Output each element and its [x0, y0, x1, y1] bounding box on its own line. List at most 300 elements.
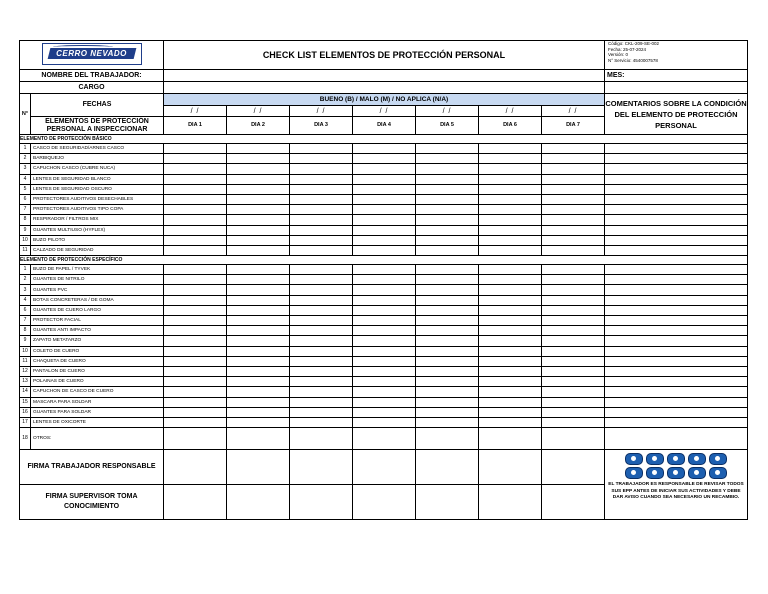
table-row — [20, 377, 748, 387]
comment-cell[interactable] — [605, 164, 748, 174]
check-cell-day-3[interactable] — [290, 397, 353, 407]
check-cell-day-7[interactable] — [542, 194, 605, 204]
check-cell-day-2[interactable] — [227, 164, 290, 174]
check-cell-day-4[interactable] — [353, 144, 416, 154]
check-cell-day-2[interactable] — [227, 326, 290, 336]
coverall-icon — [688, 467, 706, 479]
supervisor-signature-day-5[interactable] — [416, 485, 479, 520]
check-cell-day-3[interactable] — [290, 346, 353, 356]
item-name: GUANTES MULTIUSO (HYFLEX) — [31, 225, 164, 235]
check-cell-day-1[interactable] — [164, 235, 227, 245]
check-cell-day-1[interactable] — [164, 174, 227, 184]
item-number: 4 — [20, 174, 31, 184]
check-cell-day-3[interactable] — [290, 428, 353, 450]
check-cell-day-2[interactable] — [227, 417, 290, 427]
comment-cell[interactable] — [605, 407, 748, 417]
check-cell-day-1[interactable] — [164, 387, 227, 397]
table-row — [20, 295, 748, 305]
check-cell-day-7[interactable] — [542, 356, 605, 366]
check-cell-day-4[interactable] — [353, 346, 416, 356]
check-cell-day-7[interactable] — [542, 407, 605, 417]
check-cell-day-5[interactable] — [416, 285, 479, 295]
check-cell-day-4[interactable] — [353, 397, 416, 407]
check-cell-day-7[interactable] — [542, 275, 605, 285]
check-cell-day-1[interactable] — [164, 275, 227, 285]
check-cell-day-3[interactable] — [290, 265, 353, 275]
check-cell-day-7[interactable] — [542, 225, 605, 235]
comment-cell[interactable] — [605, 305, 748, 315]
check-cell-day-2[interactable] — [227, 428, 290, 450]
check-cell-day-4[interactable] — [353, 377, 416, 387]
check-cell-day-7[interactable] — [542, 428, 605, 450]
check-cell-day-5[interactable] — [416, 225, 479, 235]
item-name: CALZADO DE SEGURIDAD — [31, 245, 164, 255]
check-cell-day-5[interactable] — [416, 164, 479, 174]
supervisor-signature-day-1[interactable] — [164, 485, 227, 520]
check-cell-day-1[interactable] — [164, 265, 227, 275]
check-cell-day-3[interactable] — [290, 164, 353, 174]
check-cell-day-6[interactable] — [479, 245, 542, 255]
check-cell-day-3[interactable] — [290, 407, 353, 417]
check-cell-day-6[interactable] — [479, 316, 542, 326]
worker-signature-day-3[interactable] — [290, 450, 353, 485]
item-name: BOTAS CONCRETERAS / DE GOMA — [31, 295, 164, 305]
section-title: ELEMENTO DE PROTECCIÓN BÁSICO — [20, 135, 748, 144]
check-cell-day-4[interactable] — [353, 326, 416, 336]
check-cell-day-6[interactable] — [479, 295, 542, 305]
check-cell-day-6[interactable] — [479, 144, 542, 154]
check-cell-day-5[interactable] — [416, 245, 479, 255]
check-cell-day-7[interactable] — [542, 366, 605, 376]
logo-cell — [20, 41, 164, 70]
check-cell-day-2[interactable] — [227, 295, 290, 305]
table-row — [20, 154, 748, 164]
worker-signature-day-1[interactable] — [164, 450, 227, 485]
check-cell-day-2[interactable] — [227, 215, 290, 225]
table-row — [20, 164, 748, 174]
check-cell-day-3[interactable] — [290, 205, 353, 215]
check-cell-day-2[interactable] — [227, 356, 290, 366]
position-field[interactable] — [164, 82, 605, 94]
check-cell-day-1[interactable] — [164, 205, 227, 215]
check-cell-day-4[interactable] — [353, 417, 416, 427]
check-cell-day-5[interactable] — [416, 366, 479, 376]
check-cell-day-1[interactable] — [164, 305, 227, 315]
section-title: ELEMENTO DE PROTECCIÓN ESPECÍFICO — [20, 256, 748, 265]
check-cell-day-2[interactable] — [227, 265, 290, 275]
check-cell-day-4[interactable] — [353, 285, 416, 295]
item-number: 4 — [20, 295, 31, 305]
check-cell-day-3[interactable] — [290, 356, 353, 366]
position-extra-field[interactable] — [605, 82, 748, 94]
date-field-3[interactable]: / / — [290, 106, 353, 117]
check-cell-day-6[interactable] — [479, 428, 542, 450]
check-cell-day-3[interactable] — [290, 275, 353, 285]
check-cell-day-2[interactable] — [227, 285, 290, 295]
item-name: PROTECTORES AUDITIVOS DESECHABLES — [31, 194, 164, 204]
check-cell-day-4[interactable] — [353, 174, 416, 184]
check-cell-day-1[interactable] — [164, 397, 227, 407]
check-cell-day-1[interactable] — [164, 245, 227, 255]
check-cell-day-6[interactable] — [479, 356, 542, 366]
day-header-1: DIA 1 — [164, 117, 227, 135]
check-cell-day-6[interactable] — [479, 346, 542, 356]
check-cell-day-7[interactable] — [542, 336, 605, 346]
check-cell-day-5[interactable] — [416, 215, 479, 225]
check-cell-day-6[interactable] — [479, 336, 542, 346]
check-cell-day-3[interactable] — [290, 235, 353, 245]
check-cell-day-7[interactable] — [542, 184, 605, 194]
comment-cell[interactable] — [605, 194, 748, 204]
worker-signature-label: FIRMA TRABAJADOR RESPONSABLE — [20, 450, 164, 485]
worker-name-field[interactable] — [164, 70, 605, 82]
check-cell-day-3[interactable] — [290, 305, 353, 315]
check-cell-day-1[interactable] — [164, 417, 227, 427]
comment-cell[interactable] — [605, 397, 748, 407]
comment-cell[interactable] — [605, 144, 748, 154]
check-cell-day-3[interactable] — [290, 316, 353, 326]
check-cell-day-4[interactable] — [353, 215, 416, 225]
check-cell-day-3[interactable] — [290, 377, 353, 387]
check-cell-day-7[interactable] — [542, 387, 605, 397]
check-cell-day-2[interactable] — [227, 174, 290, 184]
item-name: OTROS: — [31, 428, 164, 450]
comment-cell[interactable] — [605, 215, 748, 225]
check-cell-day-7[interactable] — [542, 245, 605, 255]
check-cell-day-1[interactable] — [164, 215, 227, 225]
comment-cell[interactable] — [605, 326, 748, 336]
check-cell-day-1[interactable] — [164, 295, 227, 305]
check-cell-day-4[interactable] — [353, 336, 416, 346]
check-cell-day-5[interactable] — [416, 407, 479, 417]
check-cell-day-7[interactable] — [542, 316, 605, 326]
check-cell-day-4[interactable] — [353, 275, 416, 285]
check-cell-day-1[interactable] — [164, 225, 227, 235]
comment-cell[interactable] — [605, 275, 748, 285]
check-cell-day-5[interactable] — [416, 428, 479, 450]
check-cell-day-7[interactable] — [542, 215, 605, 225]
worker-signature-day-4[interactable] — [353, 450, 416, 485]
check-cell-day-5[interactable] — [416, 356, 479, 366]
comment-cell[interactable] — [605, 417, 748, 427]
comment-cell[interactable] — [605, 225, 748, 235]
checklist-sheet — [19, 40, 747, 550]
item-number: 6 — [20, 305, 31, 315]
check-cell-day-6[interactable] — [479, 397, 542, 407]
comment-cell[interactable] — [605, 316, 748, 326]
check-cell-day-7[interactable] — [542, 346, 605, 356]
check-cell-day-6[interactable] — [479, 265, 542, 275]
check-cell-day-1[interactable] — [164, 285, 227, 295]
comment-cell[interactable] — [605, 154, 748, 164]
date-field-5[interactable]: / / — [416, 106, 479, 117]
supervisor-signature-day-7[interactable] — [542, 485, 605, 520]
item-name: GUANTES PVC — [31, 285, 164, 295]
item-number: 15 — [20, 397, 31, 407]
signature-row-worker — [20, 450, 748, 485]
check-cell-day-4[interactable] — [353, 265, 416, 275]
check-cell-day-4[interactable] — [353, 366, 416, 376]
check-cell-day-2[interactable] — [227, 316, 290, 326]
check-cell-day-5[interactable] — [416, 154, 479, 164]
check-cell-day-2[interactable] — [227, 397, 290, 407]
check-cell-day-1[interactable] — [164, 144, 227, 154]
check-cell-day-6[interactable] — [479, 285, 542, 295]
check-cell-day-2[interactable] — [227, 245, 290, 255]
check-cell-day-4[interactable] — [353, 184, 416, 194]
check-cell-day-5[interactable] — [416, 295, 479, 305]
comment-cell[interactable] — [605, 366, 748, 376]
check-cell-day-3[interactable] — [290, 184, 353, 194]
comment-cell[interactable] — [605, 336, 748, 346]
check-cell-day-4[interactable] — [353, 295, 416, 305]
comment-cell[interactable] — [605, 346, 748, 356]
check-cell-day-1[interactable] — [164, 366, 227, 376]
check-cell-day-7[interactable] — [542, 164, 605, 174]
check-cell-day-1[interactable] — [164, 194, 227, 204]
comment-cell[interactable] — [605, 387, 748, 397]
date-field-7[interactable]: / / — [542, 106, 605, 117]
item-number: 5 — [20, 184, 31, 194]
month-field[interactable]: MES: — [605, 70, 748, 82]
check-cell-day-6[interactable] — [479, 377, 542, 387]
check-cell-day-7[interactable] — [542, 235, 605, 245]
worker-signature-day-5[interactable] — [416, 450, 479, 485]
item-number: 12 — [20, 366, 31, 376]
check-cell-day-5[interactable] — [416, 326, 479, 336]
check-cell-day-4[interactable] — [353, 316, 416, 326]
check-cell-day-2[interactable] — [227, 346, 290, 356]
check-cell-day-4[interactable] — [353, 194, 416, 204]
check-cell-day-6[interactable] — [479, 194, 542, 204]
check-cell-day-7[interactable] — [542, 285, 605, 295]
day-header-3: DIA 3 — [290, 117, 353, 135]
check-cell-day-6[interactable] — [479, 366, 542, 376]
check-cell-day-2[interactable] — [227, 184, 290, 194]
check-cell-day-3[interactable] — [290, 215, 353, 225]
date-field-1[interactable]: / / — [164, 106, 227, 117]
check-cell-day-4[interactable] — [353, 245, 416, 255]
check-cell-day-1[interactable] — [164, 164, 227, 174]
item-number: 9 — [20, 336, 31, 346]
check-cell-day-4[interactable] — [353, 428, 416, 450]
check-cell-day-3[interactable] — [290, 285, 353, 295]
check-cell-day-3[interactable] — [290, 245, 353, 255]
check-cell-day-5[interactable] — [416, 387, 479, 397]
check-cell-day-4[interactable] — [353, 235, 416, 245]
check-cell-day-2[interactable] — [227, 407, 290, 417]
check-cell-day-2[interactable] — [227, 205, 290, 215]
item-number: 13 — [20, 377, 31, 387]
code-line: Código: CKL-209-SE-002 — [608, 41, 660, 46]
check-cell-day-1[interactable] — [164, 377, 227, 387]
check-cell-day-7[interactable] — [542, 326, 605, 336]
comment-cell[interactable] — [605, 428, 748, 450]
check-cell-day-6[interactable] — [479, 205, 542, 215]
check-cell-day-7[interactable] — [542, 174, 605, 184]
check-cell-day-5[interactable] — [416, 275, 479, 285]
check-cell-day-6[interactable] — [479, 387, 542, 397]
check-cell-day-5[interactable] — [416, 265, 479, 275]
check-cell-day-3[interactable] — [290, 366, 353, 376]
supervisor-signature-day-2[interactable] — [227, 485, 290, 520]
check-cell-day-7[interactable] — [542, 377, 605, 387]
check-cell-day-3[interactable] — [290, 174, 353, 184]
check-cell-day-3[interactable] — [290, 295, 353, 305]
check-cell-day-1[interactable] — [164, 356, 227, 366]
supervisor-signature-day-3[interactable] — [290, 485, 353, 520]
item-number: 1 — [20, 144, 31, 154]
check-cell-day-4[interactable] — [353, 356, 416, 366]
check-cell-day-2[interactable] — [227, 194, 290, 204]
comment-cell[interactable] — [605, 174, 748, 184]
check-cell-day-1[interactable] — [164, 428, 227, 450]
check-cell-day-5[interactable] — [416, 144, 479, 154]
check-cell-day-2[interactable] — [227, 235, 290, 245]
table-row — [20, 285, 748, 295]
comment-cell[interactable] — [605, 295, 748, 305]
table-row — [20, 397, 748, 407]
comment-cell[interactable] — [605, 356, 748, 366]
check-cell-day-4[interactable] — [353, 387, 416, 397]
item-number: 7 — [20, 205, 31, 215]
check-cell-day-7[interactable] — [542, 295, 605, 305]
item-name: PANTALON DE CUERO — [31, 366, 164, 376]
table-row — [20, 346, 748, 356]
check-cell-day-2[interactable] — [227, 305, 290, 315]
check-cell-day-5[interactable] — [416, 417, 479, 427]
check-cell-day-3[interactable] — [290, 144, 353, 154]
check-cell-day-1[interactable] — [164, 407, 227, 417]
check-cell-day-5[interactable] — [416, 235, 479, 245]
check-cell-day-4[interactable] — [353, 407, 416, 417]
check-cell-day-2[interactable] — [227, 377, 290, 387]
item-name: CAPUCHON CASCO (CUBRE NUCA) — [31, 164, 164, 174]
check-cell-day-7[interactable] — [542, 305, 605, 315]
comment-cell[interactable] — [605, 245, 748, 255]
check-cell-day-2[interactable] — [227, 225, 290, 235]
check-cell-day-2[interactable] — [227, 144, 290, 154]
document-codes — [605, 41, 748, 70]
check-cell-day-4[interactable] — [353, 164, 416, 174]
check-cell-day-6[interactable] — [479, 164, 542, 174]
check-cell-day-6[interactable] — [479, 184, 542, 194]
check-cell-day-6[interactable] — [479, 215, 542, 225]
check-cell-day-1[interactable] — [164, 316, 227, 326]
comment-cell[interactable] — [605, 265, 748, 275]
check-cell-day-1[interactable] — [164, 346, 227, 356]
check-cell-day-5[interactable] — [416, 305, 479, 315]
check-cell-day-3[interactable] — [290, 417, 353, 427]
supervisor-signature-day-4[interactable] — [353, 485, 416, 520]
check-cell-day-7[interactable] — [542, 205, 605, 215]
check-cell-day-6[interactable] — [479, 305, 542, 315]
check-cell-day-4[interactable] — [353, 225, 416, 235]
comment-cell[interactable] — [605, 184, 748, 194]
check-cell-day-6[interactable] — [479, 154, 542, 164]
check-cell-day-1[interactable] — [164, 184, 227, 194]
date-field-6[interactable]: / / — [479, 106, 542, 117]
check-cell-day-6[interactable] — [479, 225, 542, 235]
item-number: 2 — [20, 154, 31, 164]
check-cell-day-5[interactable] — [416, 336, 479, 346]
item-number: 7 — [20, 316, 31, 326]
boots-icon — [646, 467, 664, 479]
check-cell-day-1[interactable] — [164, 326, 227, 336]
check-cell-day-2[interactable] — [227, 387, 290, 397]
item-number: 8 — [20, 326, 31, 336]
comment-cell[interactable] — [605, 205, 748, 215]
item-number: 11 — [20, 356, 31, 366]
check-cell-day-6[interactable] — [479, 275, 542, 285]
check-cell-day-2[interactable] — [227, 336, 290, 346]
check-cell-day-6[interactable] — [479, 174, 542, 184]
date-field-4[interactable]: / / — [353, 106, 416, 117]
item-name: GUANTES DE CUERO LARGO — [31, 305, 164, 315]
table-row — [20, 407, 748, 417]
check-cell-day-6[interactable] — [479, 417, 542, 427]
check-cell-day-3[interactable] — [290, 387, 353, 397]
check-cell-day-2[interactable] — [227, 366, 290, 376]
item-number: 6 — [20, 194, 31, 204]
check-cell-day-5[interactable] — [416, 184, 479, 194]
table-row — [20, 205, 748, 215]
check-cell-day-2[interactable] — [227, 154, 290, 164]
check-cell-day-2[interactable] — [227, 275, 290, 285]
check-cell-day-3[interactable] — [290, 326, 353, 336]
table-row — [20, 336, 748, 346]
check-cell-day-4[interactable] — [353, 205, 416, 215]
check-cell-day-3[interactable] — [290, 225, 353, 235]
comment-cell[interactable] — [605, 285, 748, 295]
check-cell-day-6[interactable] — [479, 407, 542, 417]
check-cell-day-4[interactable] — [353, 154, 416, 164]
check-cell-day-6[interactable] — [479, 326, 542, 336]
check-cell-day-4[interactable] — [353, 305, 416, 315]
worker-signature-day-7[interactable] — [542, 450, 605, 485]
check-cell-day-5[interactable] — [416, 205, 479, 215]
check-cell-day-7[interactable] — [542, 397, 605, 407]
check-cell-day-7[interactable] — [542, 144, 605, 154]
check-cell-day-1[interactable] — [164, 154, 227, 164]
check-cell-day-3[interactable] — [290, 336, 353, 346]
date-field-2[interactable]: / / — [227, 106, 290, 117]
check-cell-day-3[interactable] — [290, 194, 353, 204]
day-header-2: DIA 2 — [227, 117, 290, 135]
check-cell-day-7[interactable] — [542, 417, 605, 427]
check-cell-day-5[interactable] — [416, 346, 479, 356]
check-cell-day-7[interactable] — [542, 265, 605, 275]
check-cell-day-3[interactable] — [290, 154, 353, 164]
check-cell-day-5[interactable] — [416, 194, 479, 204]
worker-signature-day-6[interactable] — [479, 450, 542, 485]
table-row — [20, 316, 748, 326]
comment-cell[interactable] — [605, 377, 748, 387]
supervisor-signature-day-6[interactable] — [479, 485, 542, 520]
check-cell-day-5[interactable] — [416, 316, 479, 326]
check-cell-day-5[interactable] — [416, 377, 479, 387]
check-cell-day-5[interactable] — [416, 174, 479, 184]
page-title: CHECK LIST ELEMENTOS DE PROTECCIÓN PERSONAL — [164, 41, 605, 70]
check-cell-day-1[interactable] — [164, 336, 227, 346]
check-cell-day-7[interactable] — [542, 154, 605, 164]
worker-signature-day-2[interactable] — [227, 450, 290, 485]
check-cell-day-5[interactable] — [416, 397, 479, 407]
legend-header: BUENO (B) / MALO (M) / NO APLICA (N/A) — [164, 94, 605, 106]
goggles-icon — [688, 453, 706, 465]
comment-cell[interactable] — [605, 235, 748, 245]
check-cell-day-6[interactable] — [479, 235, 542, 245]
